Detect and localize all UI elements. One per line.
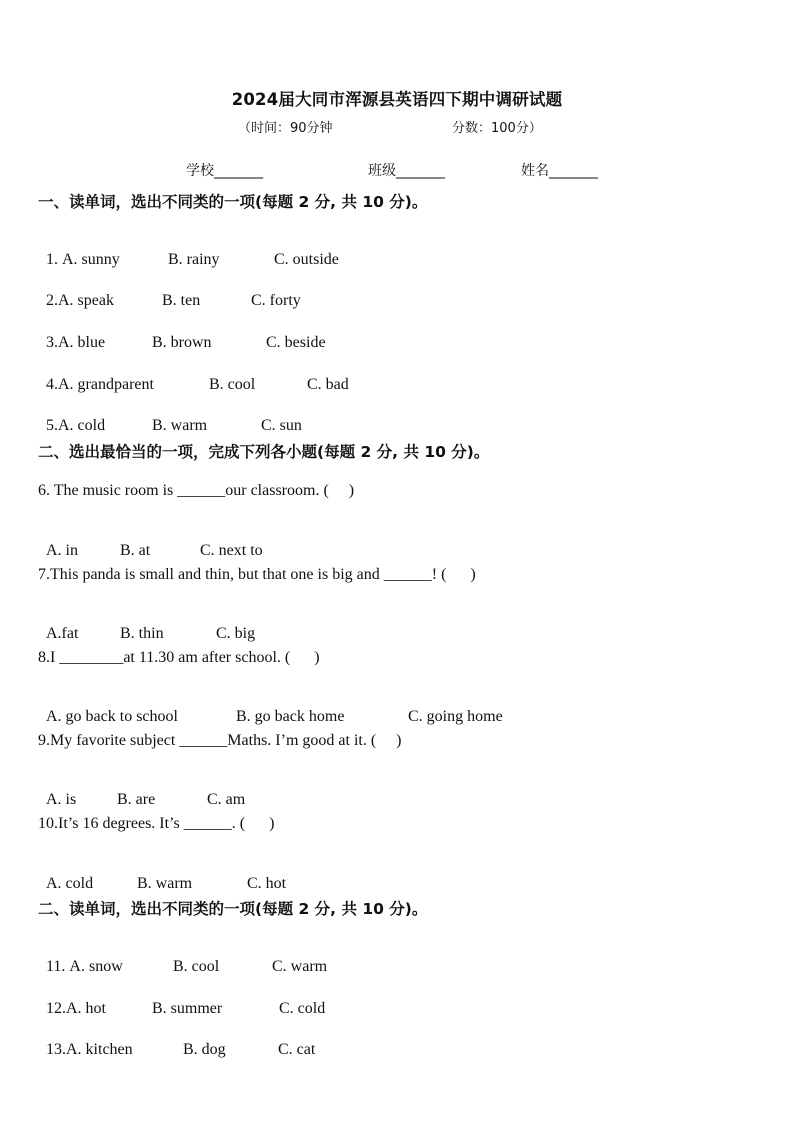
question-11: [38, 940, 328, 976]
question-number: 1.: [46, 251, 62, 268]
question-8-options: [38, 690, 503, 726]
question-7-options: [38, 607, 256, 643]
option-b[interactable]: B. dog: [183, 1041, 226, 1058]
option-a[interactable]: A. snow: [69, 958, 123, 975]
name-field[interactable]: 姓名_______: [521, 163, 598, 179]
question-number: 12.: [46, 1000, 66, 1017]
option-b[interactable]: B. rainy: [168, 251, 220, 268]
page-title: 2024届大同市浑源县英语四下期中调研试题: [231, 90, 563, 109]
question-number: 4.: [46, 376, 58, 393]
question-10: 10.It’s 16 degrees. It’s ______. ( ): [38, 815, 275, 832]
option-c[interactable]: C. next to: [200, 542, 263, 559]
question-2: [38, 274, 301, 310]
question-6: 6. The music room is ______our classroom. ( ): [38, 482, 355, 499]
option-a[interactable]: A. in: [46, 542, 78, 559]
option-c[interactable]: C. big: [216, 625, 256, 642]
exam-time: （时间：90分钟: [238, 121, 333, 136]
section-heading: 一、读单词，选出不同类的一项(每题 2 分, 共 10 分)。: [38, 193, 428, 211]
option-b[interactable]: B. summer: [152, 1000, 223, 1017]
question-number: 13.: [46, 1041, 66, 1058]
option-b[interactable]: B. ten: [162, 292, 201, 309]
question-number: 5.: [46, 417, 58, 434]
question-number: 11.: [46, 958, 70, 975]
option-c[interactable]: C. outside: [274, 251, 339, 268]
question-7: 7.This panda is small and thin, but that one is big and ______! ( ): [38, 566, 476, 583]
question-6-options: [38, 524, 263, 560]
question-9-options: [38, 773, 246, 809]
class-field[interactable]: 班级_______: [368, 163, 445, 179]
option-b[interactable]: B. cool: [173, 958, 220, 975]
option-b[interactable]: B. go back home: [236, 708, 345, 725]
question-5: [38, 399, 302, 435]
question-number: 3.: [46, 334, 58, 351]
option-a[interactable]: A. speak: [58, 292, 114, 309]
option-a[interactable]: A. sunny: [62, 251, 120, 268]
option-c[interactable]: C. beside: [266, 334, 326, 351]
option-a[interactable]: A. blue: [58, 334, 106, 351]
option-c[interactable]: C. going home: [408, 708, 503, 725]
option-b[interactable]: B. at: [120, 542, 151, 559]
option-c[interactable]: C. warm: [272, 958, 328, 975]
option-c[interactable]: C. sun: [261, 417, 302, 434]
option-a[interactable]: A. kitchen: [66, 1041, 133, 1058]
option-a[interactable]: A. grandparent: [58, 376, 154, 393]
option-a[interactable]: A. hot: [66, 1000, 106, 1017]
option-b[interactable]: B. cool: [209, 376, 256, 393]
option-c[interactable]: C. cat: [278, 1041, 316, 1058]
option-a[interactable]: A. cold: [58, 417, 106, 434]
option-b[interactable]: B. brown: [152, 334, 212, 351]
section-heading: 二、读单词，选出不同类的一项(每题 2 分, 共 10 分)。: [38, 900, 428, 918]
option-a[interactable]: A. is: [46, 791, 77, 808]
option-b[interactable]: B. warm: [137, 875, 193, 892]
option-b[interactable]: B. thin: [120, 625, 164, 642]
option-b[interactable]: B. are: [117, 791, 156, 808]
option-a[interactable]: A. go back to school: [46, 708, 178, 725]
question-1: [38, 233, 339, 269]
question-8: 8.I ________at 11.30 am after school. ( ): [38, 649, 320, 666]
question-10-options: [38, 857, 287, 893]
option-c[interactable]: C. hot: [247, 875, 287, 892]
question-3: [38, 316, 326, 352]
option-c[interactable]: C. forty: [251, 292, 301, 309]
question-13: [38, 1023, 316, 1059]
question-4: [38, 358, 349, 394]
question-number: 2.: [46, 292, 58, 309]
option-c[interactable]: C. am: [207, 791, 246, 808]
question-9: 9.My favorite subject ______Maths. I’m good at it. ( ): [38, 732, 402, 749]
option-a[interactable]: A. cold: [46, 875, 94, 892]
option-b[interactable]: B. warm: [152, 417, 208, 434]
question-12: [38, 982, 326, 1018]
option-c[interactable]: C. bad: [307, 376, 349, 393]
exam-score: 分数：100分）: [452, 121, 542, 136]
option-a[interactable]: A.fat: [46, 625, 79, 642]
option-c[interactable]: C. cold: [279, 1000, 326, 1017]
section-heading: 二、选出最恰当的一项，完成下列各小题(每题 2 分, 共 10 分)。: [38, 443, 490, 461]
school-field[interactable]: 学校_______: [186, 163, 263, 179]
